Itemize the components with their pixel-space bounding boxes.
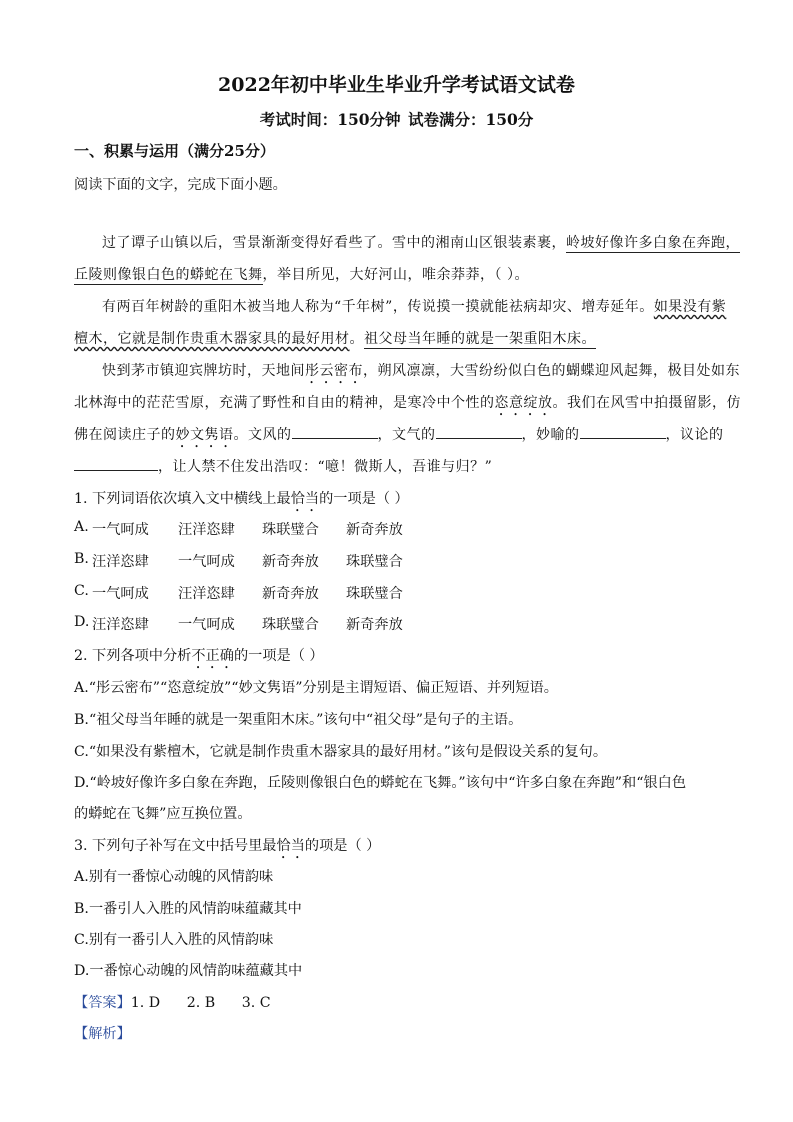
option-item: 汪洋恣肆 <box>178 522 235 538</box>
option-text: 一番引人入胜的风情韵味蕴藏其中 <box>88 901 302 917</box>
dotted-phrase: 恰当 <box>276 838 305 854</box>
fill-blank-2[interactable] <box>436 424 522 439</box>
option-text: “祖父母当年睡的就是一架重阳木床。”该句中“祖父母”是句子的主语。 <box>88 712 523 728</box>
option-key: C. <box>74 583 89 599</box>
answer-tag: 【答案】 <box>74 995 131 1011</box>
question-text: 1. 下列词语依次填入文中横线上最 <box>74 491 291 507</box>
passage-text: 。 <box>349 331 364 347</box>
q2-option-d[interactable] <box>74 772 686 792</box>
question-text: 的项是（ ） <box>304 838 381 854</box>
passage-text: 快到茅市镇迎宾牌坊时，天地间 <box>102 363 305 379</box>
option-key: B. <box>74 712 89 728</box>
answer-value: 2. B <box>186 995 216 1011</box>
q2-option-d-continued: 的蟒蛇在飞舞”应互换位置。 <box>74 806 252 822</box>
option-key: A. <box>74 519 89 535</box>
dotted-phrase: 不正确 <box>191 648 234 664</box>
wavy-underlined-sentence: 如果没有紫 <box>653 299 727 315</box>
option-key: D. <box>74 614 90 630</box>
fill-blank-1[interactable] <box>292 424 378 439</box>
q1-option-d[interactable] <box>74 614 403 633</box>
question-text: 的一项是（ ） <box>233 648 324 664</box>
dotted-phrase: 彤云密布 <box>305 363 363 379</box>
option-text: 一番惊心动魄的风情韵味蕴藏其中 <box>89 963 303 979</box>
option-item: 新奇奔放 <box>346 617 403 633</box>
q2-option-c[interactable] <box>74 741 607 761</box>
question-text: 3. 下列句子补写在文中括号里最 <box>74 838 277 854</box>
question-text: 的一项是（ ） <box>319 491 409 507</box>
q3-option-a[interactable] <box>74 866 273 886</box>
instruction-text: 阅读下面的文字，完成下面小题。 <box>74 177 287 193</box>
passage-p2-line2 <box>74 328 596 348</box>
fill-blank-4[interactable] <box>74 456 158 471</box>
dotted-phrase: 恣意绽放 <box>494 395 553 411</box>
passage-text: 北林海中的茫茫雪原，充满了野性和自由的精神，是寒冷中个性的 <box>74 395 495 411</box>
answer-line <box>74 992 271 1012</box>
underlined-sentence: 岭坡好像许多白象在奔跑， <box>566 235 740 251</box>
option-item: 一气呵成 <box>92 522 149 538</box>
q1-option-a[interactable] <box>74 519 403 538</box>
option-item: 一气呵成 <box>178 617 235 633</box>
question-2-stem <box>74 645 324 672</box>
option-item: 珠联璧合 <box>346 554 403 570</box>
q3-option-c[interactable] <box>74 929 273 949</box>
option-item: 一气呵成 <box>92 586 149 602</box>
option-item: 新奇奔放 <box>262 586 319 602</box>
dotted-phrase: 恰当 <box>290 491 320 507</box>
question-1-stem <box>74 488 409 515</box>
option-item: 珠联璧合 <box>346 586 403 602</box>
passage-text: 。我们在风雪中拍摄留影，仿 <box>552 395 741 411</box>
passage-p1-line2 <box>74 264 529 284</box>
passage-text: 过了谭子山镇以后，雪景渐渐变得好看些了。雪中的湘南山区银装素裹， <box>102 235 566 251</box>
passage-p2-line1 <box>102 296 726 316</box>
option-item: 汪洋恣肆 <box>178 586 235 602</box>
exam-info: 考试时间：150分钟 试卷满分：150分 <box>259 110 534 129</box>
option-key: B. <box>74 901 89 917</box>
option-item: 新奇奔放 <box>262 554 319 570</box>
analysis-tag: 【解析】 <box>74 1026 131 1042</box>
section-heading: 一、积累与运用（满分25分） <box>74 142 275 160</box>
option-item: 珠联璧合 <box>262 522 319 538</box>
option-text: “彤云密布”“恣意绽放”“妙文隽语”分别是主谓短语、偏正短语、并列短语。 <box>88 680 558 696</box>
passage-p1-line1 <box>102 232 740 252</box>
passage-text: ，让人禁不住发出浩叹：“噫！微斯人，吾谁与归？” <box>158 459 493 475</box>
option-text: “如果没有紫檀木，它就是制作贵重木器家具的最好用材。”该句是假设关系的复句。 <box>88 744 608 760</box>
option-key: A. <box>74 680 89 696</box>
fill-blank-3[interactable] <box>580 424 666 439</box>
passage-text: ，举目所见，大好河山，唯余莽莽，（ ）。 <box>262 267 529 283</box>
option-item: 一气呵成 <box>178 554 235 570</box>
wavy-underlined-sentence: 檀木，它就是制作贵重木器家具的最好用材 <box>74 331 350 347</box>
option-key: C. <box>74 744 89 760</box>
answer-value: 3. C <box>241 995 271 1011</box>
option-text: 别有一番引人入胜的风情韵味 <box>88 932 274 948</box>
question-text: 2. 下列各项中分析 <box>74 648 192 664</box>
q2-option-a[interactable] <box>74 677 558 697</box>
option-key: D. <box>74 963 90 979</box>
passage-p3-line2 <box>74 392 741 419</box>
answer-value: 1. D <box>130 995 161 1011</box>
passage-text: ，妙喻的 <box>521 427 580 443</box>
passage-text: ，议论的 <box>665 427 724 443</box>
underlined-sentence: 祖父母当年睡的就是一架重阳木床。 <box>364 331 596 347</box>
passage-text: ，文气的 <box>377 427 436 443</box>
option-key: B. <box>74 551 89 567</box>
passage-p3-line1 <box>102 360 740 387</box>
option-key: A. <box>74 869 89 885</box>
passage-text: 佛在阅读庄子的 <box>74 427 176 443</box>
passage-p3-line4 <box>74 456 492 476</box>
passage-text: ，朔风凛凛，大雪纷纷似白色的蝴蝶迎风起舞，极目处如东 <box>363 363 740 379</box>
q2-option-b[interactable] <box>74 709 522 729</box>
option-key: D. <box>74 775 90 791</box>
question-3-stem <box>74 835 380 862</box>
option-text: 别有一番惊心动魄的风情韵味 <box>88 869 274 885</box>
option-item: 汪洋恣肆 <box>92 554 149 570</box>
q3-option-d[interactable] <box>74 960 302 980</box>
q1-option-c[interactable] <box>74 583 403 602</box>
passage-p3-line3 <box>74 424 724 451</box>
option-text: “岭坡好像许多白象在奔跑，丘陵则像银白色的蟒蛇在飞舞。”该句中“许多白象在奔跑”和“银白色 <box>89 775 687 791</box>
page-title: 2022年初中毕业生毕业升学考试语文试卷 <box>218 74 575 96</box>
option-item: 新奇奔放 <box>346 522 403 538</box>
q3-option-b[interactable] <box>74 898 302 918</box>
dotted-phrase: 妙文隽语 <box>175 427 234 443</box>
q1-option-b[interactable] <box>74 551 403 570</box>
passage-text: 。文风的 <box>233 427 292 443</box>
underlined-sentence: 丘陵则像银白色的蟒蛇在飞舞 <box>74 267 263 283</box>
passage-text: 有两百年树龄的重阳木被当地人称为“千年树”，传说摸一摸就能祛病却灾、增寿延年。 <box>102 299 654 315</box>
option-key: C. <box>74 932 89 948</box>
option-item: 珠联璧合 <box>262 617 319 633</box>
option-item: 汪洋恣肆 <box>92 617 149 633</box>
